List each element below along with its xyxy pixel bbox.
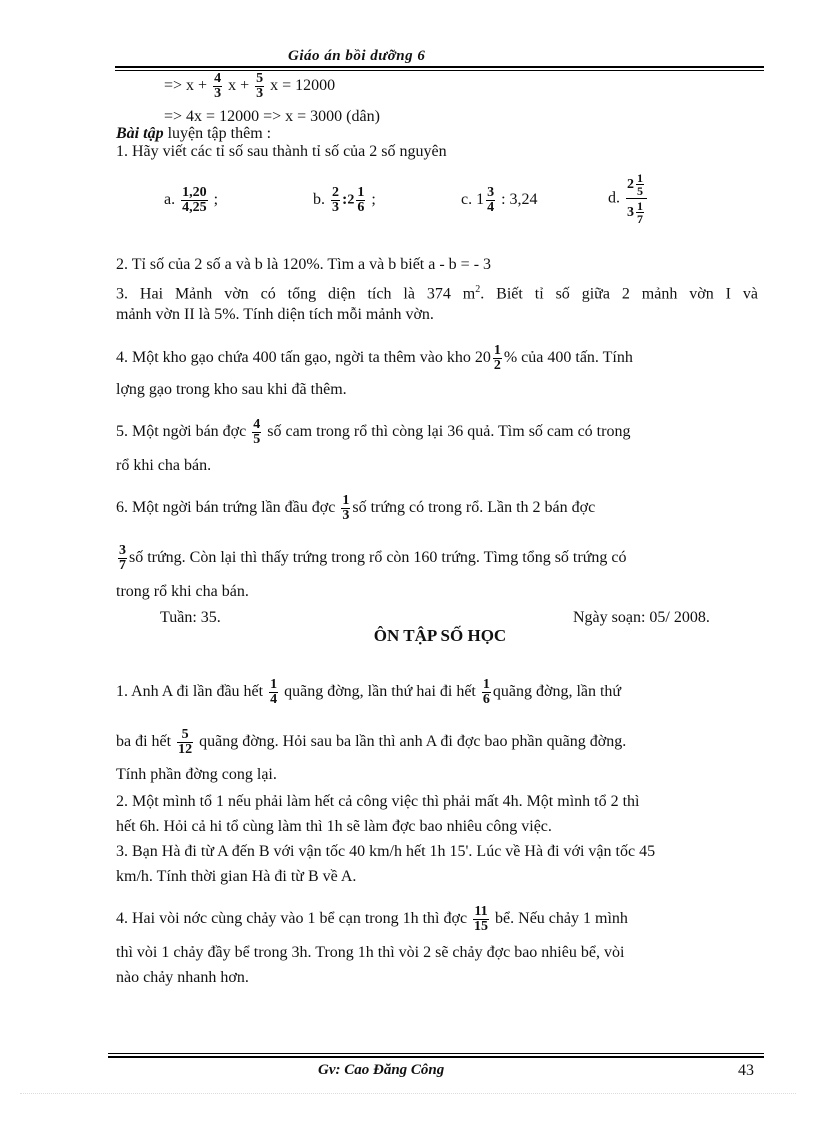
eq1-f1-num: 4 — [214, 71, 222, 86]
header-rule-thick — [115, 66, 764, 68]
problem-1b — [313, 186, 376, 215]
p4a-pre: 4. Một kho gạo chứa 400 tấn gạo, ngời ta thêm vào kho 20 — [116, 349, 491, 367]
q1a-n2: 1 — [482, 677, 490, 692]
question-2-line-2: hết 6h. Hỏi cả hi tổ cùng làm thì 1h sẽ làm đợc bao nhiêu công việc. — [116, 818, 552, 835]
question-4-line-3: nào chảy nhanh hơn. — [116, 969, 249, 986]
p1d-bot-den: 7 — [637, 212, 643, 226]
p4a-num: 1 — [493, 343, 501, 358]
question-3-line-1: 3. Bạn Hà đi từ A đến B với vận tốc 40 km/h hết 1h 15'. Lúc về Hà đi với vận tốc 45 — [116, 843, 656, 860]
q4a-pre: 4. Hai vòi nớc cùng chảy vào 1 bể cạn trong 1h thì đợc — [116, 910, 468, 928]
problem-5-line-2: rổ khi cha bán. — [116, 457, 212, 474]
p1b-mixed — [347, 185, 367, 215]
p3a-superscript: 2 — [475, 284, 481, 295]
question-1-line-1 — [116, 678, 621, 707]
eq1-f2-den: 3 — [256, 86, 264, 101]
question-1-line-3: Tính phần đờng cong lại. — [116, 766, 277, 783]
p1d-top-frac — [636, 172, 644, 197]
p6a-fraction — [341, 494, 350, 523]
question-2-line-1: 2. Một mình tổ 1 nếu phải làm hết cả công việc thì phải mất 4h. Một mình tổ 2 thì — [116, 793, 640, 810]
p6b-fraction — [118, 544, 127, 573]
eq1-prefix: => x + — [164, 77, 208, 95]
p1b-fraction-1 — [331, 186, 340, 215]
p4a-den: 2 — [493, 358, 501, 373]
problem-1d — [608, 172, 649, 225]
problem-6-line-1 — [116, 494, 595, 523]
p1a-fraction — [181, 186, 208, 215]
p1b-tail: ; — [371, 191, 376, 209]
page-number: 43 — [738, 1062, 754, 1079]
q1a-fraction-2 — [482, 678, 491, 707]
footer-rule-thin — [108, 1053, 764, 1054]
question-4-line-1 — [116, 905, 628, 934]
problem-2: 2. Tỉ số của 2 số a và b là 120%. Tìm a và b biết a - b = - 3 — [116, 256, 492, 273]
exercise-heading — [116, 124, 271, 144]
problem-3-line-2: mảnh vờn II là 5%. Tính diện tích mỗi mảnh vờn. — [116, 306, 434, 323]
p6a-post: số trứng có trong rổ. Lần th 2 bán đợc — [352, 499, 596, 517]
p5a-num: 4 — [253, 417, 261, 432]
q1b-num: 5 — [181, 727, 189, 742]
p5a-den: 5 — [253, 432, 261, 447]
problem-6-line-2 — [116, 544, 626, 573]
p1c-tail: : 3,24 — [501, 191, 538, 209]
p1b-d1: 3 — [332, 200, 339, 215]
q1b-fraction — [177, 728, 193, 757]
p1d-top — [626, 172, 647, 198]
q1a-d1: 4 — [270, 692, 278, 707]
eq1-f2-num: 5 — [256, 71, 264, 86]
eq1-suffix: x = 12000 — [270, 77, 336, 95]
p1d-bot-whole: 3 — [627, 204, 634, 220]
p1c-label: c. 1 — [461, 191, 485, 209]
p6b-den: 7 — [119, 558, 126, 573]
p1d-label: d. — [608, 189, 620, 207]
p1a-tail: ; — [213, 191, 219, 209]
eq1-f1-den: 3 — [214, 86, 222, 101]
p1c-den: 4 — [487, 200, 495, 215]
p3a-text: 3. Hai Mảnh vờn có tổng diện tích là 374 m — [116, 285, 476, 303]
section-title: ÔN TẬP SỐ HỌC — [373, 626, 507, 645]
p1b-colon: : — [342, 191, 348, 209]
p4a-fraction — [493, 344, 502, 373]
p5a-fraction — [252, 418, 261, 447]
problem-1c — [461, 186, 538, 215]
p6a-num: 1 — [342, 493, 350, 508]
p6b-num: 3 — [119, 543, 126, 558]
p1d-top-den: 5 — [637, 184, 643, 198]
header-title: Giáo án bồi dưỡng 6 — [288, 48, 426, 64]
header-rule-thin — [115, 70, 764, 71]
problem-5-line-1 — [116, 418, 630, 447]
equation-line-1 — [164, 72, 335, 101]
q4a-den: 15 — [474, 919, 489, 934]
q4a-fraction — [473, 905, 489, 934]
footer-author: Gv: Cao Đăng Công — [318, 1062, 445, 1078]
p5a-post: số cam trong rổ thì còng lại 36 quả. Tìm số cam có trong — [267, 423, 631, 441]
exercise-rest: luyện tập thêm : — [163, 125, 272, 142]
q1a-n1: 1 — [270, 677, 278, 692]
q1a-fraction-1 — [269, 678, 278, 707]
problem-6-line-3: trong rổ khi cha bán. — [116, 583, 249, 600]
q1a-d2: 6 — [482, 692, 490, 707]
problem-1: 1. Hãy viết các tỉ số sau thành tỉ số của 2 số nguyên — [116, 143, 447, 160]
p1d-top-num: 1 — [637, 171, 643, 185]
p1b-d2: 6 — [357, 200, 365, 215]
problem-1a — [164, 186, 218, 215]
q1a-mid: quãng đờng, lần thứ hai đi hết — [284, 683, 476, 701]
question-3-line-2: km/h. Tính thời gian Hà đi từ B về A. — [116, 868, 357, 885]
p3a-rest: . Biết tỉ số giữa 2 mảnh vờn I và — [480, 285, 759, 303]
question-4-line-2: thì vòi 1 chảy đầy bể trong 3h. Trong 1h thì vòi 2 sẽ chảy đợc bao nhiêu bể, vòi — [116, 944, 625, 961]
p1b-whole: 2 — [347, 192, 355, 208]
eq1-fraction-2 — [255, 72, 264, 101]
p1a-num: 1,20 — [182, 185, 207, 200]
p1d-bottom — [626, 198, 647, 225]
date-label: Ngày soạn: 05/ 2008. — [573, 609, 710, 626]
p6b-post: số trứng. Còn lại thì thấy trứng trong rổ còn 160 trứng. Tìmg tổng số trứng có — [129, 549, 627, 567]
p1a-den: 4,25 — [182, 200, 207, 215]
p1d-bot-num: 1 — [637, 199, 643, 213]
problem-4-line-2: lợng gạo trong kho sau khi đã thêm. — [116, 381, 347, 398]
p1d-bot-frac — [636, 200, 644, 225]
p5a-pre: 5. Một ngời bán đợc — [116, 423, 247, 441]
p1b-fraction-2 — [356, 186, 365, 215]
p1c-num: 3 — [487, 185, 495, 200]
eq1-fraction-1 — [213, 72, 222, 101]
p6a-den: 3 — [342, 508, 350, 523]
p6a-pre: 6. Một ngời bán trứng lần đầu đợc — [116, 499, 336, 517]
p1b-n1: 2 — [332, 185, 339, 200]
q1a-post: quãng đờng, lần thứ — [492, 683, 622, 701]
p1d-complex-fraction — [626, 172, 647, 225]
problem-3-line-1 — [116, 280, 758, 304]
equation-line-2: => 4x = 12000 => x = 3000 (dân) — [164, 108, 380, 125]
q1b-den: 12 — [178, 742, 193, 757]
question-1-line-2 — [116, 728, 626, 757]
exercise-label: Bài tập — [116, 125, 164, 142]
bottom-dotted-line — [20, 1093, 796, 1094]
p1a-label: a. — [164, 191, 176, 209]
problem-4-line-1 — [116, 344, 633, 373]
eq1-mid: x + — [228, 77, 250, 95]
week-label: Tuần: 35. — [160, 609, 221, 626]
q4a-post: bể. Nếu chảy 1 mình — [495, 910, 628, 928]
p1b-label: b. — [313, 191, 325, 209]
q4a-num: 11 — [474, 904, 488, 919]
q1a-pre: 1. Anh A đi lần đầu hết — [116, 683, 264, 701]
q1b-pre: ba đi hết — [116, 733, 172, 751]
p1d-top-whole: 2 — [627, 176, 634, 192]
footer-rule-thick — [108, 1056, 764, 1058]
p4a-post: % của 400 tấn. Tính — [503, 349, 633, 367]
q1b-post: quãng đờng. Hỏi sau ba lần thì anh A đi đợc bao phần quãng đờng. — [199, 733, 627, 751]
p1b-n2: 1 — [357, 185, 365, 200]
p1c-fraction — [486, 186, 495, 215]
